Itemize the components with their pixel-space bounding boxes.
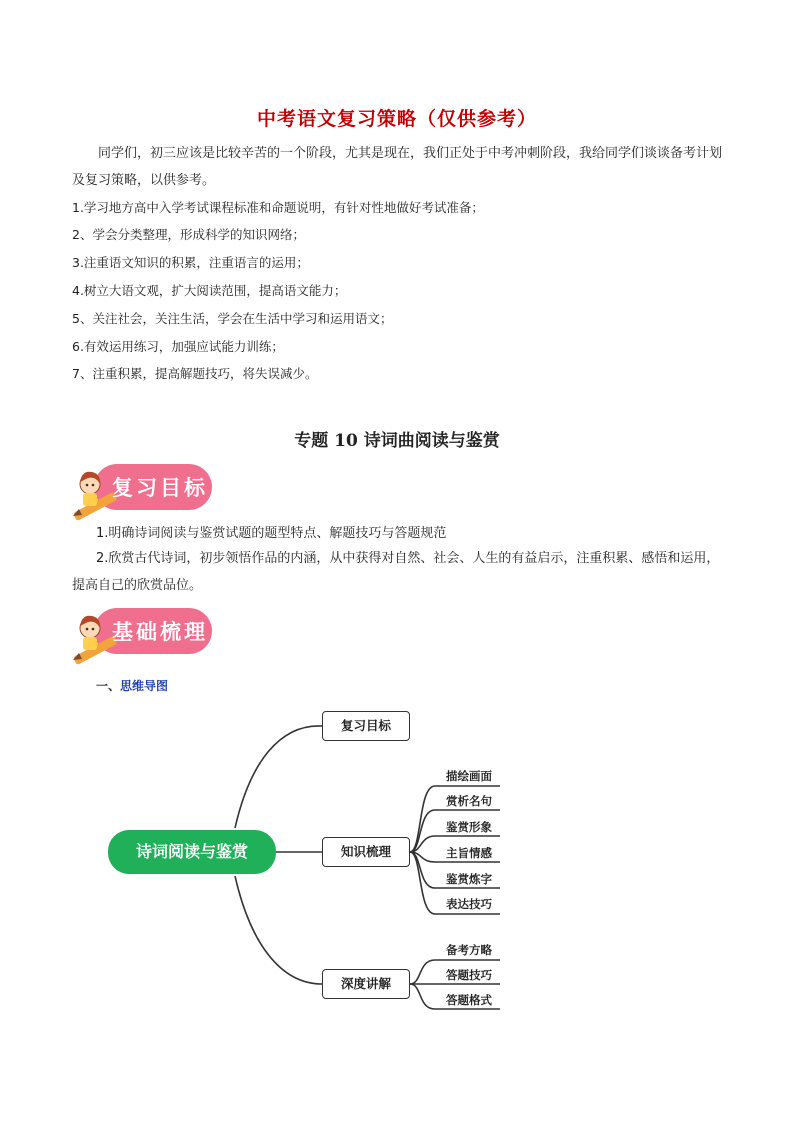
mind-map <box>100 702 520 1022</box>
strategy-item-3: 3.注重语文知识的积累，注重语言的运用； <box>72 255 309 270</box>
strategy-item-5: 5、关注社会，关注生活，学会在生活中学习和运用语文； <box>72 311 393 326</box>
section-title: 思维导图 <box>120 679 169 693</box>
basics-banner-label: 基础梳理 <box>112 619 208 644</box>
strategy-item-6: 6.有效运用练习，加强应试能力训练； <box>72 339 284 354</box>
subject-title: 专题 10 诗词曲阅读与鉴赏 <box>294 431 500 451</box>
mind-map-leaf: 答题技巧 <box>446 968 492 982</box>
mind-map-leaf: 主旨情感 <box>446 846 492 860</box>
review-goal-item-1: 1.明确诗词阅读与鉴赏试题的题型特点、解题技巧与答题规范 <box>96 526 447 541</box>
strategy-item-7: 7、注重积累，提高解题技巧，将失误减少。 <box>72 366 318 381</box>
mind-map-leaf: 表达技巧 <box>446 897 492 911</box>
mind-map-leaf: 赏析名句 <box>446 794 492 808</box>
mind-map-root: 诗词阅读与鉴赏 <box>108 830 276 874</box>
mind-map-leaf: 鉴赏炼字 <box>446 872 492 886</box>
mind-map-branch-knowledge: 知识梳理 <box>322 837 410 867</box>
review-goals-banner-label: 复习目标 <box>112 475 208 500</box>
section-heading <box>96 677 168 694</box>
strategy-item-4: 4.树立大语文观，扩大阅读范围，提高语文能力； <box>72 283 347 298</box>
mind-map-leaf: 鉴赏形象 <box>446 820 492 834</box>
mind-map-leaf: 答题格式 <box>446 993 492 1007</box>
mind-map-leaf: 备考方略 <box>446 943 492 957</box>
basics-banner <box>70 606 216 664</box>
section-prefix: 一、 <box>96 679 121 693</box>
strategy-item-2: 2、学会分类整理，形成科学的知识网络； <box>72 227 305 242</box>
review-goals-banner <box>70 462 216 520</box>
strategy-item-1: 1.学习地方高中入学考试课程标准和命题说明，有针对性地做好考试准备； <box>72 200 484 215</box>
document-title: 中考语文复习策略（仅供参考） <box>256 108 537 130</box>
mind-map-branch-depth: 深度讲解 <box>322 969 410 999</box>
intro-paragraph: 同学们，初三应该是比较辛苦的一个阶段，尤其是现在，我们正处于中考冲刺阶段，我给同学们谈谈备考计划及复习策略，以供参考。 <box>72 146 723 188</box>
review-goal-item-2: 2.欣赏古代诗词，初步领悟作品的内涵，从中获得对自然、社会、人生的有益启示，注重积累、感悟和运用，提高自己的欣赏品位。 <box>72 551 720 593</box>
mind-map-branch-review-goals: 复习目标 <box>322 711 410 741</box>
mind-map-leaf: 描绘画面 <box>446 769 492 783</box>
